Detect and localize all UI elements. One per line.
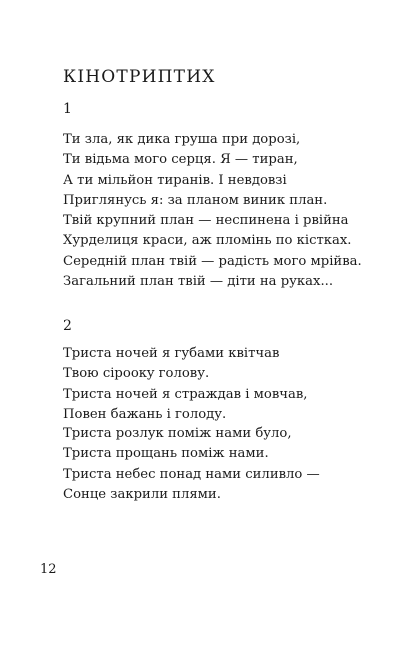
poem-line: Триста прощань поміж нами. (63, 446, 269, 462)
page-number: 12 (40, 562, 57, 577)
poem-line: Триста ночей я губами квітчав (63, 346, 280, 361)
poem-line: Твою сіроокy голову. (63, 366, 210, 382)
stanza-2-1 (63, 344, 403, 425)
poem-line: Середній план твій — радість мого мрійва. (63, 253, 362, 269)
poem-line: Триста небес понад нами силивло — (63, 466, 320, 482)
poem-line: Триста розлук поміж нами було, (63, 426, 292, 441)
poem-line: Загальний план твій — діти на руках... (63, 273, 334, 289)
poem-line: А ти мільйон тиранів. І невдовзі (63, 172, 287, 188)
poem-line: Триста ночей я страждав і мовчав, (63, 386, 308, 402)
poem-line: Хурделиця краси, аж пломінь по кістках. (63, 233, 352, 249)
poem-line: Ти зла, як дика груша при дорозі, (63, 132, 301, 147)
poem-line: Сонце закрили плями. (63, 486, 221, 502)
poem-line: Повен бажань і голоду. (63, 406, 227, 422)
poem-line: Приглянусь я: за планом виник план. (63, 192, 328, 208)
section-number-2: 2 (63, 318, 72, 334)
poem-title: КІНОТРИПТИХ (63, 67, 216, 87)
poem-line: Ти відьма мого серця. Я — тиран, (63, 152, 298, 168)
stanza-1-2 (63, 211, 403, 292)
poem-line: Твій крупний план — неспинена і рвійна (63, 213, 349, 228)
section-number-1: 1 (63, 101, 72, 117)
stanza-1-1 (63, 130, 403, 211)
stanza-2-2 (63, 424, 403, 505)
